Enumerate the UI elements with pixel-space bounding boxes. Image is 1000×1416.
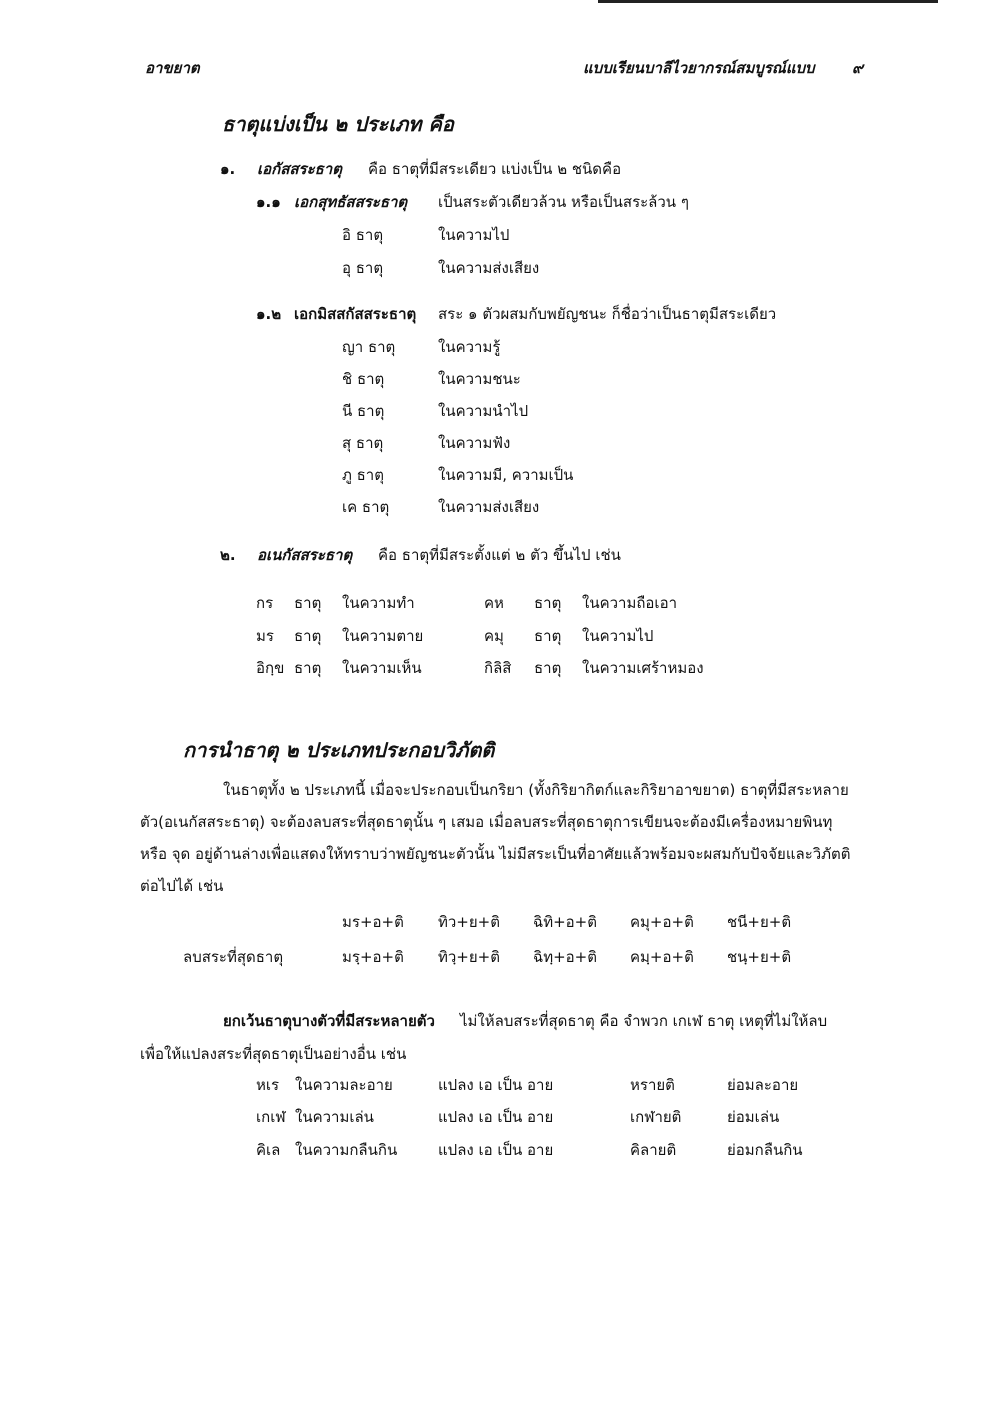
exception-heading: ยกเว้นธาตุบางตัวที่มีสระหลายตัว bbox=[223, 1012, 435, 1030]
paragraph-line-1: ในธาตุทั้ง ๒ ประเภทนี้ เมื่อจะประกอบเป็นกริยา (ทั้งกิริยากิตก์และกิริยาอาขยาต) ธาตุที่มีสระหลาย bbox=[223, 781, 849, 799]
root-meaning: ในความไป bbox=[438, 226, 510, 244]
item-desc-2: คือ ธาตุที่มีสระตั้งแต่ ๒ ตัว ขึ้นไป เช่น bbox=[378, 546, 621, 564]
subitem-number-1-1: ๑.๑ bbox=[256, 193, 281, 211]
root-row: นี ธาตุ bbox=[342, 402, 385, 420]
exception-result: หรายติ bbox=[630, 1076, 675, 1094]
root-meaning: ในความตาย bbox=[342, 627, 424, 645]
root-meaning: ในความเศร้าหมอง bbox=[582, 659, 704, 677]
root-dhatu: ธาตุ bbox=[294, 627, 322, 645]
example-formula: มร+อ+ติ bbox=[342, 913, 404, 931]
root-row: ญา ธาตุ bbox=[342, 338, 396, 356]
root-name: กิลิสิ bbox=[484, 659, 512, 677]
exception-text: ไม่ให้ลบสระที่สุดธาตุ คือ จำพวก เกเฬ ธาตุ เหตุที่ไม่ให้ลบ bbox=[460, 1012, 828, 1030]
page-number: ๙ bbox=[852, 59, 863, 77]
example-formula-result: มรฺ+อ+ติ bbox=[342, 948, 404, 966]
paragraph-line-4: ต่อไปได้ เช่น bbox=[140, 877, 224, 895]
subitem-desc-1-1: เป็นสระตัวเดียวล้วน หรือเป็นสระล้วน ๆ bbox=[438, 193, 689, 211]
root-row: เค ธาตุ bbox=[342, 498, 390, 516]
exception-change: แปลง เอ เป็น อาย bbox=[438, 1108, 554, 1126]
running-header-left: อาขยาต bbox=[145, 59, 200, 77]
exception-translation: ย่อมเล่น bbox=[727, 1108, 780, 1126]
delete-final-vowel-label: ลบสระที่สุดธาตุ bbox=[183, 948, 284, 966]
exception-root: เกเฬ bbox=[256, 1108, 286, 1126]
example-formula-result: ชนฺ+ย+ติ bbox=[727, 948, 792, 966]
subitem-desc-1-2: สระ ๑ ตัวผสมกับพยัญชนะ ก็ชื่อว่าเป็นธาตุมีสระเดียว bbox=[438, 305, 777, 323]
root-dhatu: ธาตุ bbox=[534, 627, 562, 645]
exception-meaning: ในความเล่น bbox=[295, 1108, 374, 1126]
exception-meaning: ในความกลืนกิน bbox=[295, 1141, 398, 1159]
item-desc-1: คือ ธาตุที่มีสระเดียว แบ่งเป็น ๒ ชนิดคือ bbox=[368, 160, 622, 178]
item-number-1: ๑. bbox=[220, 160, 236, 178]
root-meaning: ในความเห็น bbox=[342, 659, 422, 677]
paragraph-line-3: หรือ จุด อยู่ด้านล่างเพื่อแสดงให้ทราบว่าพยัญชนะตัวนั้น ไม่มีสระเป็นที่อาศัยแล้วพร้อมจะผสมกับปัจจัยและวิภัตติ bbox=[140, 845, 851, 863]
root-dhatu: ธาตุ bbox=[294, 594, 322, 612]
example-formula: ชนี+ย+ติ bbox=[727, 913, 792, 931]
root-meaning: ในความชนะ bbox=[438, 370, 521, 388]
example-formula: คมุ+อ+ติ bbox=[630, 913, 694, 931]
item-name-2: อเนกัสสระธาตุ bbox=[257, 546, 353, 564]
root-row: อิ ธาตุ bbox=[342, 226, 384, 244]
root-meaning: ในความนำไป bbox=[438, 402, 529, 420]
root-meaning: ในความส่งเสียง bbox=[438, 498, 540, 516]
root-dhatu: ธาตุ bbox=[534, 594, 562, 612]
item-name-1: เอกัสสระธาตุ bbox=[257, 160, 342, 178]
subitem-name-1-1: เอกสุทธัสสระธาตุ bbox=[294, 193, 408, 211]
running-header-title: แบบเรียนบาลีไวยากรณ์สมบูรณ์แบบ bbox=[583, 59, 815, 77]
example-formula: ฉิทิ+อ+ติ bbox=[533, 913, 597, 931]
root-name: อิกฺข bbox=[256, 659, 285, 677]
example-formula: ทิว+ย+ติ bbox=[438, 913, 500, 931]
root-row: สุ ธาตุ bbox=[342, 434, 384, 452]
exception-result: เกฬายติ bbox=[630, 1108, 682, 1126]
exception-meaning: ในความละอาย bbox=[295, 1076, 393, 1094]
root-name: คห bbox=[484, 594, 504, 612]
root-meaning: ในความมี, ความเป็น bbox=[438, 466, 574, 484]
subitem-number-1-2: ๑.๒ bbox=[256, 305, 282, 323]
paragraph-line-2: ตัว(อเนกัสสระธาตุ) จะต้องลบสระที่สุดธาตุนั้น ๆ เสมอ เมื่อลบสระที่สุดธาตุการเขียนจะต้องมีเครื่องหมายพินทุ bbox=[140, 813, 833, 831]
exception-translation: ย่อมละอาย bbox=[727, 1076, 799, 1094]
root-meaning: ในความไป bbox=[582, 627, 654, 645]
root-row: ภู ธาตุ bbox=[342, 466, 384, 484]
exception-result: คิลายติ bbox=[630, 1141, 677, 1159]
top-rule bbox=[598, 0, 938, 3]
root-meaning: ในความฟัง bbox=[438, 434, 511, 452]
root-row: อุ ธาตุ bbox=[342, 259, 384, 277]
item-number-2: ๒. bbox=[220, 546, 236, 564]
example-formula-result: ทิวฺ+ย+ติ bbox=[438, 948, 500, 966]
root-name: กร bbox=[256, 594, 274, 612]
root-name: มร bbox=[256, 627, 274, 645]
root-meaning: ในความรู้ bbox=[438, 338, 501, 356]
exception-root: หเร bbox=[256, 1076, 280, 1094]
section-title-types: ธาตุแบ่งเป็น ๒ ประเภท คือ bbox=[222, 112, 454, 136]
root-meaning: ในความทำ bbox=[342, 594, 415, 612]
root-row: ชิ ธาตุ bbox=[342, 370, 385, 388]
root-meaning: ในความถือเอา bbox=[582, 594, 677, 612]
example-formula-result: คมฺ+อ+ติ bbox=[630, 948, 694, 966]
exception-translation: ย่อมกลืนกิน bbox=[727, 1141, 803, 1159]
root-dhatu: ธาตุ bbox=[534, 659, 562, 677]
exception-change: แปลง เอ เป็น อาย bbox=[438, 1141, 554, 1159]
section-title-conjugation: การนำธาตุ ๒ ประเภทประกอบวิภัตติ bbox=[183, 738, 495, 762]
exception-root: คิเล bbox=[256, 1141, 281, 1159]
subitem-name-1-2: เอกมิสสกัสสระธาตุ bbox=[294, 305, 417, 323]
exception-text-line2: เพื่อให้แปลงสระที่สุดธาตุเป็นอย่างอื่น เช่น bbox=[140, 1045, 407, 1063]
exception-change: แปลง เอ เป็น อาย bbox=[438, 1076, 554, 1094]
root-dhatu: ธาตุ bbox=[294, 659, 322, 677]
root-meaning: ในความส่งเสียง bbox=[438, 259, 540, 277]
root-name: คมุ bbox=[484, 627, 504, 645]
example-formula-result: ฉิทฺ+อ+ติ bbox=[533, 948, 597, 966]
